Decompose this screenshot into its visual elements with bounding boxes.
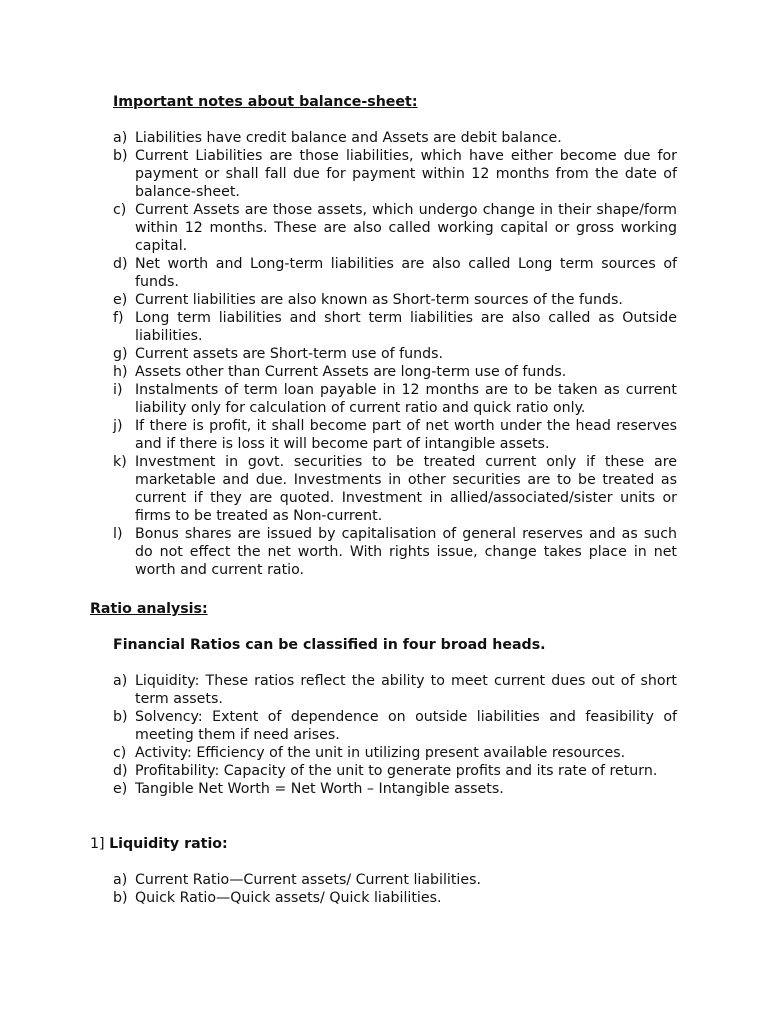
list-item-text: Assets other than Current Assets are long-term use of funds.	[135, 364, 567, 380]
ratio-analysis-heading: Ratio analysis:	[90, 601, 208, 617]
list-item-text: Liabilities have credit balance and Assets are debit balance.	[135, 130, 562, 146]
list-item	[113, 762, 677, 780]
list-item	[113, 129, 677, 147]
list-item	[113, 417, 677, 453]
list-item	[113, 291, 677, 309]
list-marker: l)	[113, 526, 123, 542]
list-marker: b)	[113, 890, 128, 906]
list-item	[113, 255, 677, 291]
list-item	[113, 345, 677, 363]
list-marker: b)	[113, 709, 128, 725]
list-item-text: Current assets are Short-term use of funds.	[135, 346, 444, 362]
list-marker: b)	[113, 148, 128, 164]
list-item-text: Long term liabilities and short term liabilities are also called as Outside liabilities.	[135, 310, 677, 344]
list-marker: k)	[113, 454, 127, 470]
list-marker: j)	[113, 418, 123, 434]
list-item	[113, 201, 677, 255]
list-item	[113, 871, 677, 889]
list-marker: h)	[113, 364, 128, 380]
list-item-text: Quick Ratio—Quick assets/ Quick liabilities.	[135, 890, 442, 906]
list-item-text: Current Assets are those assets, which undergo change in their shape/form within 12 months. These are also called working capital or gross working capital.	[135, 202, 677, 254]
list-item	[113, 708, 677, 744]
list-marker: g)	[113, 346, 128, 362]
list-item-text: If there is profit, it shall become part of net worth under the head reserves and if there is loss it will become part of intangible assets.	[135, 418, 677, 452]
list-marker: a)	[113, 872, 128, 888]
ratio-heads-list	[113, 672, 677, 798]
list-item	[113, 381, 677, 417]
list-item	[113, 363, 677, 381]
list-marker: e)	[113, 292, 128, 308]
list-item	[113, 525, 677, 579]
list-marker: a)	[113, 673, 128, 689]
list-marker: f)	[113, 310, 124, 326]
balance-sheet-notes-list	[113, 129, 677, 579]
list-item-text: Investment in govt. securities to be treated current only if these are marketable and due. Investments in other securities are to be treated as current if they are quoted. Investment in allied/associated/sister units or firms to be treated as Non-current.	[135, 454, 677, 524]
list-item-text: Current Liabilities are those liabilities, which have either become due for payment or shall fall due for payment within 12 months from the date of balance-sheet.	[135, 148, 677, 200]
section-title: Liquidity ratio:	[109, 836, 228, 852]
list-item-text: Current Ratio—Current assets/ Current liabilities.	[135, 872, 481, 888]
balance-sheet-heading: Important notes about balance-sheet:	[113, 94, 418, 110]
list-item-text: Bonus shares are issued by capitalisation of general reserves and as such do not effect the net worth. With rights issue, change takes place in net worth and current ratio.	[135, 526, 677, 578]
ratio-classification-subheading: Financial Ratios can be classified in four broad heads.	[113, 637, 546, 653]
list-item-text: Solvency: Extent of dependence on outside liabilities and feasibility of meeting them if need arises.	[135, 709, 677, 743]
liquidity-ratio-heading	[90, 835, 228, 853]
list-item	[113, 672, 677, 708]
list-marker: a)	[113, 130, 128, 146]
list-marker: i)	[113, 382, 123, 398]
list-marker: c)	[113, 745, 127, 761]
list-item-text: Current liabilities are also known as Short-term sources of the funds.	[135, 292, 623, 308]
list-item-text: Net worth and Long-term liabilities are also called Long term sources of funds.	[135, 256, 677, 290]
list-item	[113, 309, 677, 345]
list-item	[113, 780, 677, 798]
list-item-text: Activity: Efficiency of the unit in utilizing present available resources.	[135, 745, 626, 761]
list-marker: e)	[113, 781, 128, 797]
list-item	[113, 147, 677, 201]
list-marker: d)	[113, 256, 128, 272]
list-item	[113, 889, 677, 907]
list-item-text: Instalments of term loan payable in 12 months are to be taken as current liability only for calculation of current ratio and quick ratio only.	[135, 382, 677, 416]
list-item-text: Tangible Net Worth = Net Worth – Intangible assets.	[135, 781, 504, 797]
list-item-text: Profitability: Capacity of the unit to generate profits and its rate of return.	[135, 763, 658, 779]
list-marker: d)	[113, 763, 128, 779]
list-item-text: Liquidity: These ratios reflect the ability to meet current dues out of short term assets.	[135, 673, 677, 707]
section-number: 1]	[90, 836, 105, 852]
list-item	[113, 744, 677, 762]
liquidity-ratio-list	[113, 871, 677, 907]
list-item	[113, 453, 677, 525]
list-marker: c)	[113, 202, 127, 218]
